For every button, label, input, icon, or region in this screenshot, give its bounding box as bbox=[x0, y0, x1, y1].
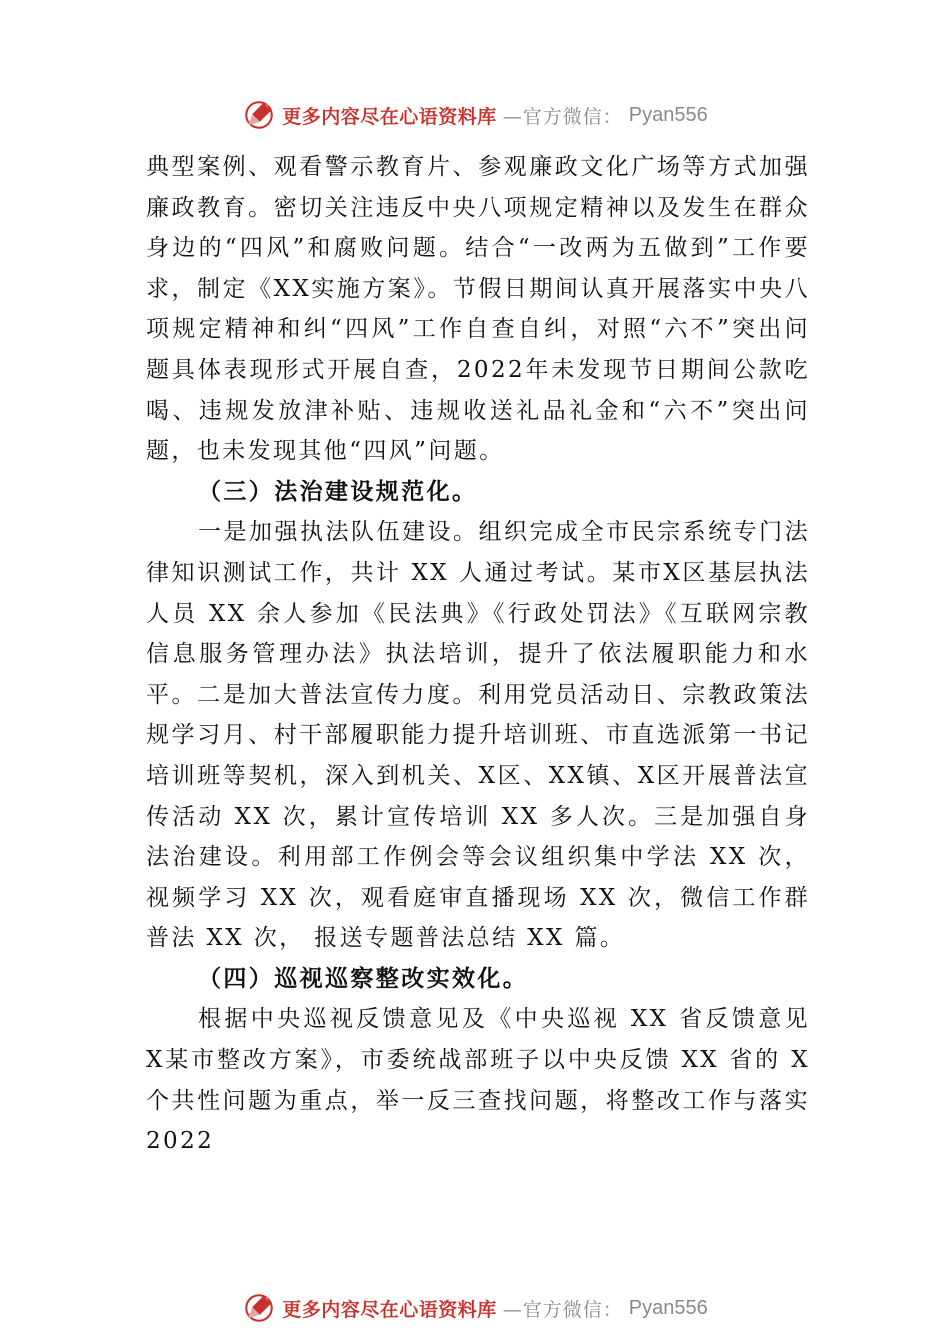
watermark-header bbox=[0, 95, 950, 135]
pen-logo-icon bbox=[242, 98, 276, 132]
watermark-brand: 更多内容尽在心语资料库 bbox=[282, 1298, 497, 1321]
paragraph-inspection: 根据中央巡视反馈意见及《中央巡视 XX 省反馈意见 X某市整改方案》，市委统战部班子以中央反馈 XX 省的 X 个共性问题为重点，举一反三查找问题，将整改工作与落实2022 bbox=[146, 1006, 810, 1155]
paragraph-integrity-education: 典型案例、观看警示教育片、参观廉政文化广场等方式加强廉政教育。密切关注违反中央八项规定精神以及发生在群众身边的“四风”和腐败问题。结合“一改两为五做到”工作要求，制定《XX实施方案》。节假日期间认真开展落实中央八项规定精神和纠“四风”工作自查自纠，对照“六不”突出问题具体表现形式开展自查，2022年未发现节日期间公款吃喝、违规发放津补贴、违规收送礼品礼金和“六不”突出问题，也未发现其他“四风”问题。 bbox=[146, 154, 810, 465]
watermark-id: Pyan556 bbox=[628, 1296, 708, 1319]
document-body bbox=[146, 147, 810, 1162]
section-heading-rule-of-law: （三）法治建设规范化。 bbox=[198, 477, 478, 505]
watermark-brand: 更多内容尽在心语资料库 bbox=[282, 105, 497, 128]
watermark-official: —官方微信： bbox=[502, 105, 623, 128]
section-heading-inspection: （四）巡视巡察整改实效化。 bbox=[198, 964, 529, 992]
watermark-id: Pyan556 bbox=[628, 103, 708, 126]
watermark-footer bbox=[0, 1288, 950, 1328]
pen-logo-icon bbox=[242, 1291, 276, 1325]
paragraph-rule-of-law: 一是加强执法队伍建设。组织完成全市民宗系统专门法律知识测试工作，共计 XX 人通过考试。某市X区基层执法人员 XX 余人参加《民法典》《行政处罚法》《互联网宗教信息服务管理办法》执法培训，提升了依法履职能力和水平。二是加大普法宣传力度。利用党员活动日、宗教政策法规学习月、村干部履职能力提升培训班、市直选派第一书记培训班等契机，深入到机关、X区、XX镇、X区开展普法宣传活动 XX 次，累计宣传培训 XX 多人次。三是加强自身法治建设。利用部工作例会等会议组织集中学法 XX 次，视频学习 XX 次，观看庭审直播现场 XX 次，微信工作群普法 XX 次， 报送专题普法总结 XX 篇。 bbox=[146, 519, 810, 952]
watermark-official: —官方微信： bbox=[502, 1298, 623, 1321]
